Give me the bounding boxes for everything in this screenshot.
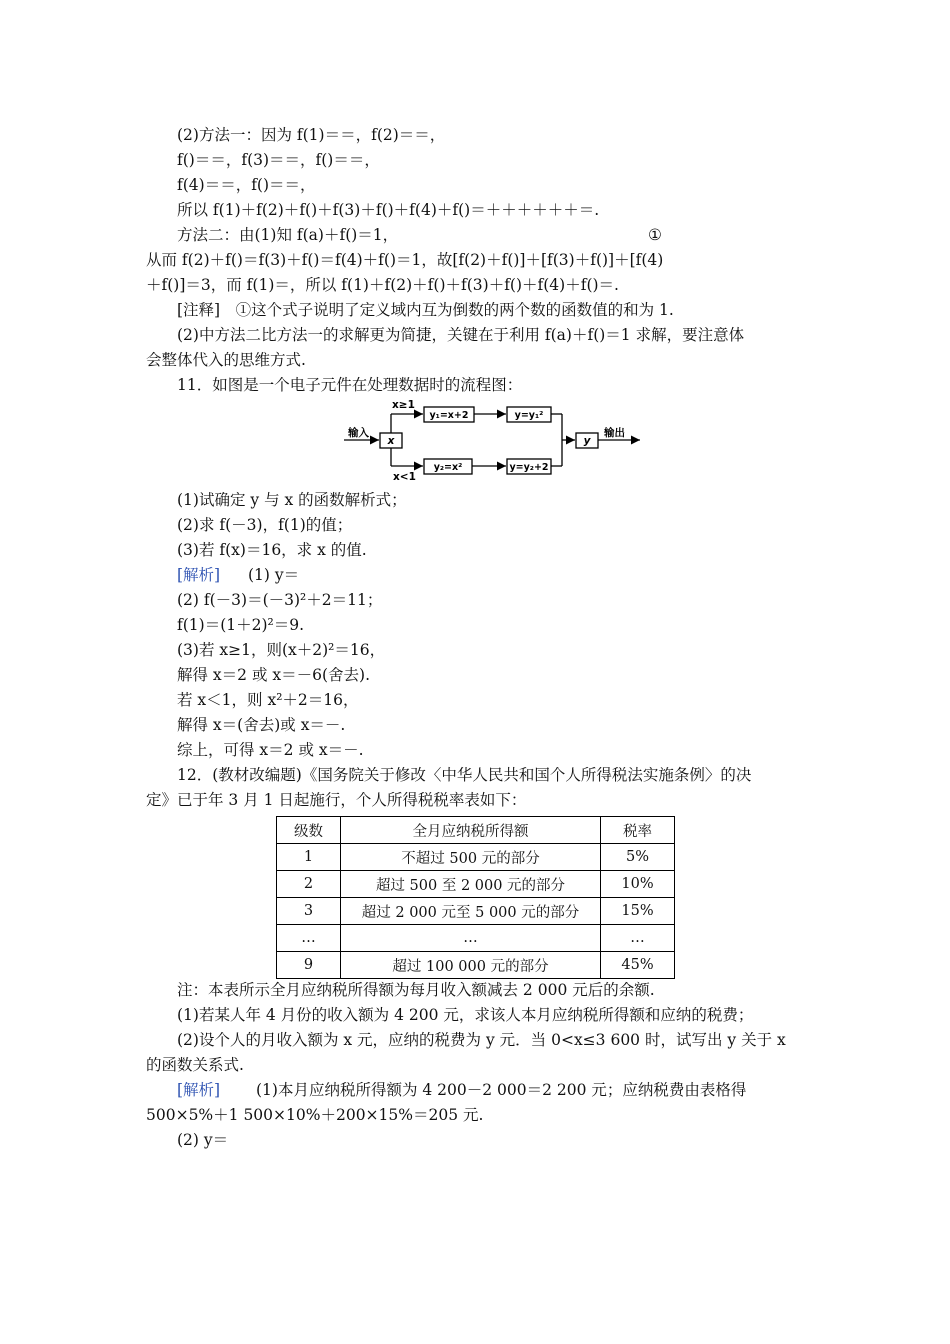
table-row [277,898,675,925]
table-cell: 5% [601,844,675,871]
text-line: (1) y＝ [248,566,300,584]
analysis-tag: [解析] [177,566,221,584]
condition-ge-label: x≥1 [392,399,415,411]
flowchart-diagram [340,396,650,480]
question-line: (2)设个人的月收入额为 x 元，应纳的税费为 y 元．当 0<x≤3 600 时，试写出 y 关于 x [177,1031,786,1049]
table-cell: 不超过 500 元的部分 [341,844,601,871]
header-level: 级数 [277,817,341,844]
header-tax-rate: 税率 [601,817,675,844]
input-label: 输入 [348,427,369,439]
table-cell: 9 [277,952,341,979]
text-line: 综上，可得 x＝2 或 x＝－. [177,741,364,759]
text-line: (2) y＝ [177,1131,229,1149]
tax-rate-table [276,816,675,979]
x-label: x [387,435,395,447]
y-bottom-box-label: y=y₂+2 [509,462,549,473]
question-line: (1)若某人年 4 月份的收入额为 4 200 元，求该人本月应纳税所得额和应纳的税费； [177,1006,754,1024]
table-note: 注：本表所示全月应纳税所得额为每月收入额减去 2 000 元后的余额. [177,981,655,999]
text-line: (2)方法一：因为 f(1)＝＝，f(2)＝＝， [177,126,446,144]
y-label: y [583,435,591,447]
table-cell: … [277,925,341,952]
text-line: 会整体代入的思维方式. [146,351,306,369]
table-row [277,952,675,979]
text-line: f(1)＝(1＋2)²＝9. [177,616,305,634]
text-line: ＋f()]＝3，而 f(1)＝，所以 f(1)＋f(2)＋f()＋f(3)＋f()＋f(4)＋f()＝. [146,276,619,294]
text-line: 解得 x＝(舍去)或 x＝－. [177,716,346,734]
text-line: 定》已于年 3 月 1 日起施行，个人所得税税率表如下： [146,791,527,809]
text-line: 解得 x＝2 或 x＝－6(舍去). [177,666,371,684]
y-top-box-label: y=y₁² [514,410,544,421]
table-cell: … [341,925,601,952]
question-line: (1)试确定 y 与 x 的函数解析式； [177,491,407,509]
table-cell: 超过 100 000 元的部分 [341,952,601,979]
header-taxable-income: 全月应纳税所得额 [341,817,601,844]
output-label: 输出 [604,427,625,439]
text-line: 从而 f(2)＋f()＝f(3)＋f()＝f(4)＋f()＝1，故[f(2)＋f()]＋[f(3)＋f()]＋[f(4) [146,251,664,269]
problem-11-heading: 11．如图是一个电子元件在处理数据时的流程图： [177,376,523,394]
question-line: (3)若 f(x)＝16，求 x 的值. [177,541,367,559]
text-line: (1)本月应纳税所得额为 4 200－2 000＝2 200 元；应纳税费由表格得 [256,1081,747,1099]
analysis-tag: [解析] [177,1081,221,1099]
table-cell: 2 [277,871,341,898]
text-line: (3)若 x≥1，则(x＋2)²＝16， [177,641,386,659]
table-cell: 超过 500 至 2 000 元的部分 [341,871,601,898]
text-line: 若 x＜1，则 x²＋2＝16， [177,691,359,709]
table-cell: 超过 2 000 元至 5 000 元的部分 [341,898,601,925]
text-line: 所以 f(1)＋f(2)＋f()＋f(3)＋f()＋f(4)＋f()＝＋＋＋＋＋＋＝. [177,201,600,219]
y2-box-label: y₂=x² [433,462,463,473]
table-header-row [277,817,675,844]
table-cell: 1 [277,844,341,871]
text-line: f()＝＝，f(3)＝＝，f()＝＝， [177,151,380,169]
circled-number-marker: ① [648,226,662,244]
table-cell: 10% [601,871,675,898]
text-line: f(4)＝＝，f()＝＝， [177,176,316,194]
text-line: 500×5%＋1 500×10%＋200×15%＝205 元. [146,1106,484,1124]
note-line: [注释] ①这个式子说明了定义域内互为倒数的两个数的函数值的和为 1. [177,301,674,319]
text-line: (2)中方法二比方法一的求解更为简捷，关键在于利用 f(a)＋f()＝1 求解，要注意体 [177,326,745,344]
question-line: 的函数关系式. [146,1056,244,1074]
text-line: 方法二：由(1)知 f(a)＋f()＝1， [177,226,399,244]
table-row [277,844,675,871]
table-row [277,925,675,952]
text-line: (2) f(－3)＝(－3)²＋2＝11； [177,591,383,609]
y1-box-label: y₁=x+2 [429,410,469,421]
problem-12-heading: 12．(教材改编题)《国务院关于修改〈中华人民共和国个人所得税法实施条例〉的决 [177,766,752,784]
condition-lt-label: x<1 [393,471,416,480]
table-cell: 15% [601,898,675,925]
table-row [277,871,675,898]
table-cell: 3 [277,898,341,925]
table-cell: … [601,925,675,952]
table-cell: 45% [601,952,675,979]
question-line: (2)求 f(－3)，f(1)的值； [177,516,353,534]
